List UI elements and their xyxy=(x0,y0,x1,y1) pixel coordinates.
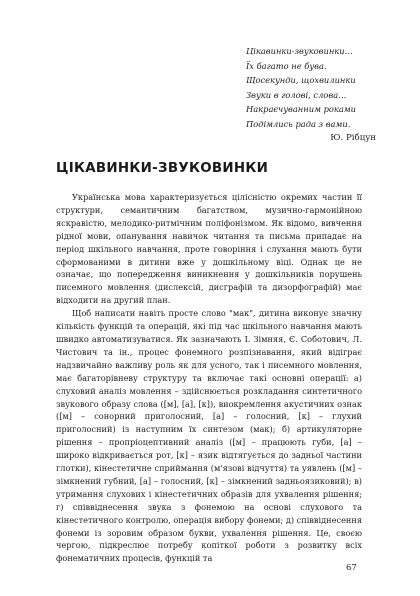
body-text xyxy=(56,191,362,565)
section-title: ЦІКАВИНКИ-ЗВУКОВИНКИ xyxy=(56,161,269,176)
page-number: 67 xyxy=(346,562,357,572)
paragraph: Українська мова характеризується цілісністю окремих частин її структури, семантичним багатством, музично-гармонійною яскравістю, мелодико-ритмічним поліфонізмом. Як відомо, вивчення рідної мови, опанування навичок читання та письма припадає на період шкільного навчання, проте говоріння і слухання мають бути сформованими в дитини вже у дошкільному віці. Однак це не означає, що попередження виникнення у дошкільників порушень писемного мовлення (дислексій, дисграфій та дизорфографій) має відходити на другий план. xyxy=(56,192,362,306)
epigraph-line: Подімлись рада з вами. xyxy=(246,118,351,129)
paragraph: Щоб написати навіть просте слово "мак", дитина виконує значну кількість функцій та операцій, які під час шкільного навчання мають швидко автоматизуватися. Як зазначають І. Зімняя, Є. Соботович, Л. Чистович та ін., процес фонемного розпізнавання, який відіграє надзвичайно важливу роль як для усного, так і писемного мовлення, має багаторівневу структуру та включає такі основні операції: а) слуховий аналіз мовлення – здійснюється розкладання синтетичного звукового образу слова ([м], [а], [к]), виокремлення акустичних ознак ([м] – сонорний приголосний, [а] – голосний, [к] – глухий приголосний) із наступним їх синтезом (мак); б) артикуляторне рішення – пропріоцептивний аналіз ([м] – працюють губи, [а] – широко відкривається рот, [к] – язик відтягується до задньої частини глотки), кінестетичне сприймання (м'язові відчуття) та уявлень ([м] – зімкнений губний, [а] – голосний, [к] – зімкнений задньоязиковий); в) утримання слухових і кінестетичних образів для ухвалення рішення; г) співвіднесення звука з фонемою на основі слухового та кінестетичного контролю, операція вибору фонеми; д) співвіднесення фонеми із зоровим образом букви, ухвалення рішення. Це, своєю чергою, підкреслює потребу копіткої роботи з розвитку всіх фонематичних процесів, функцій та xyxy=(56,308,362,564)
epigraph-line: Звуки в голові, слова… xyxy=(246,89,347,100)
epigraph-author: Ю. Рібцун xyxy=(330,133,376,143)
epigraph-line: Щосекунди, щохвилинки xyxy=(246,75,356,85)
epigraph-line: Накраєчуванним роками xyxy=(246,104,357,114)
epigraph xyxy=(246,44,376,146)
epigraph-line: Цікавинки-звуковинки… xyxy=(246,46,353,56)
epigraph-line: Їх багато не бува. xyxy=(246,60,327,71)
